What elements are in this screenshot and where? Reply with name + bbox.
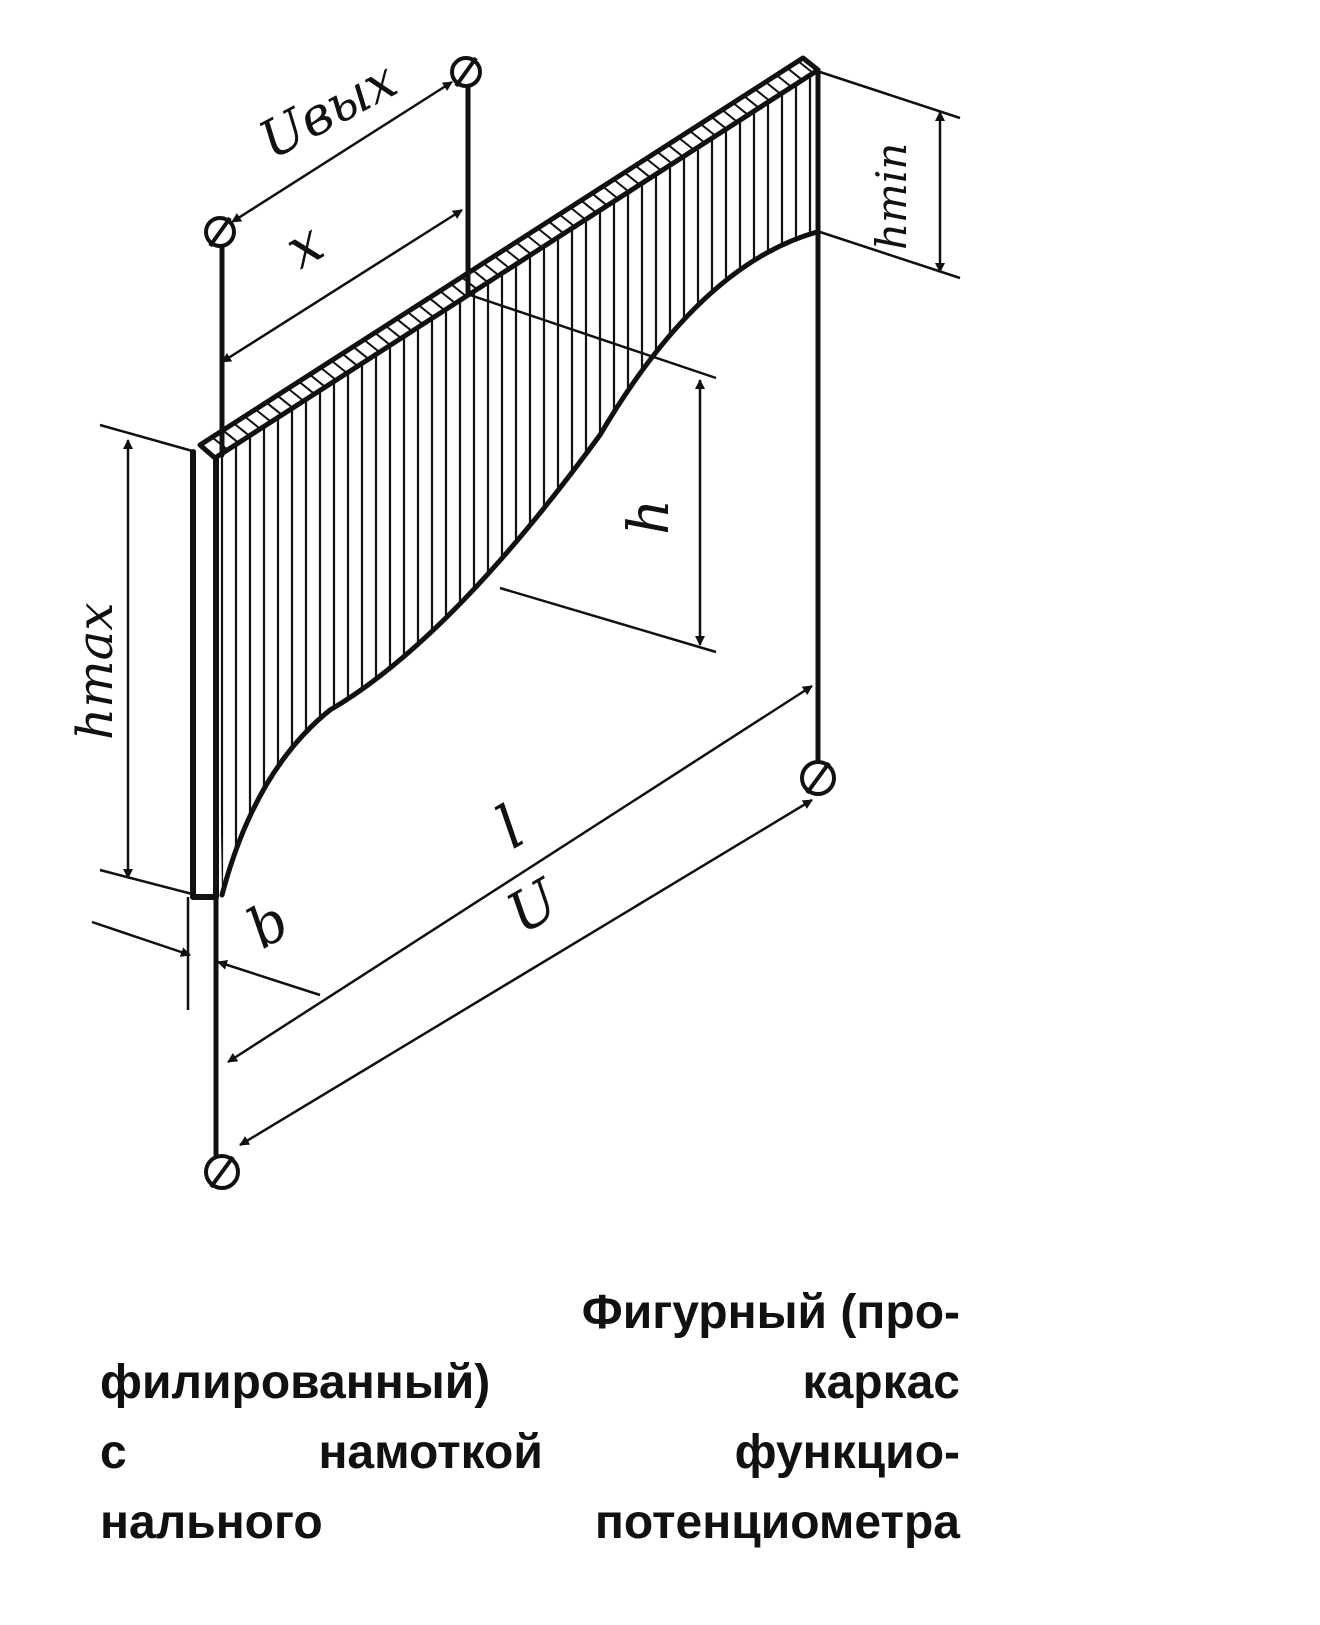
dim-l bbox=[228, 686, 812, 1062]
left-edge bbox=[193, 452, 216, 897]
label-u: U bbox=[496, 867, 570, 948]
caption-line-1: Фигурный (про- bbox=[581, 1286, 960, 1339]
caption-line-4: нального потенциометра bbox=[100, 1496, 960, 1549]
profile-curve bbox=[222, 232, 817, 895]
dim-b-in bbox=[92, 922, 190, 955]
ext-hmax-top bbox=[100, 425, 196, 452]
terminal-slider bbox=[452, 58, 480, 86]
caption-line-3: с намоткой функцио- bbox=[100, 1426, 960, 1479]
ext-hmin-top bbox=[820, 72, 960, 118]
ext-hmax-bottom bbox=[100, 870, 196, 895]
ext-h-top-inner bbox=[470, 295, 716, 378]
terminal-top-left bbox=[206, 218, 234, 246]
label-hmax: hmax bbox=[66, 602, 124, 740]
dim-b-out bbox=[218, 962, 320, 995]
figure-caption bbox=[100, 1278, 960, 1558]
label-x: x bbox=[274, 210, 335, 283]
label-l: l bbox=[484, 792, 537, 863]
label-b: b bbox=[236, 887, 301, 963]
dim-x bbox=[222, 210, 462, 362]
ext-h-bottom bbox=[500, 588, 716, 652]
terminal-bottom bbox=[206, 1156, 238, 1188]
label-hmin: hmin bbox=[867, 142, 916, 250]
caption-line-2: филированный) каркас bbox=[100, 1356, 960, 1409]
winding-hatch bbox=[222, 75, 810, 900]
label-h: h bbox=[617, 498, 682, 535]
terminal-right bbox=[802, 762, 834, 794]
label-u-out: Uвых bbox=[249, 50, 407, 172]
